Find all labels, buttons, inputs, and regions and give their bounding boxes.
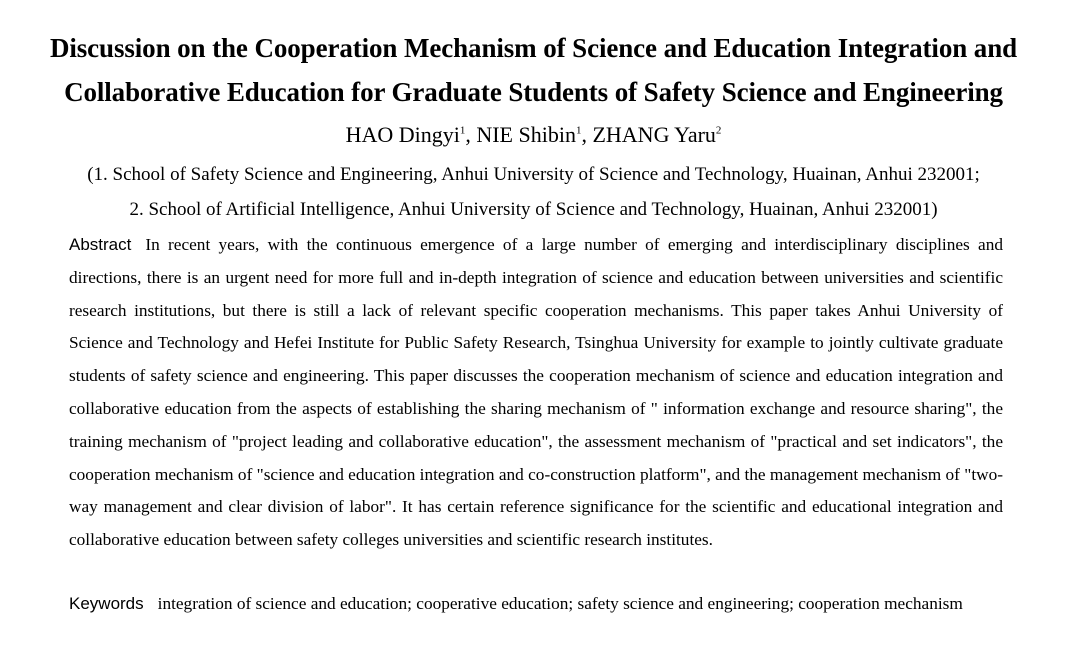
author-separator: , [581, 122, 593, 147]
affiliations [0, 157, 1067, 227]
author-affiliation-mark: 1 [575, 124, 582, 137]
author-affiliation-mark: 1 [459, 124, 466, 137]
abstract-label: Abstract [69, 235, 132, 254]
keywords [69, 588, 1003, 621]
author-name: NIE Shibin [476, 122, 576, 147]
author-separator: , [465, 122, 477, 147]
author [476, 122, 592, 147]
keywords-text: integration of science and education; cooperative education; safety science and engineering; cooperation mechanism [157, 594, 963, 613]
title-line-1: Discussion on the Cooperation Mechanism of Science and Education Integration and [49, 33, 1018, 63]
abstract [69, 229, 1003, 557]
abstract-text: In recent years, with the continuous emergence of a large number of emerging and interdisciplinary disciplines and directions, there is an urgent need for more full and in-depth integration of science and education between universities and scientific research institutions, but there is still a lack of relevant specific cooperation mechanisms. This paper takes Anhui University of Science and Technology and Hefei Institute for Public Safety Research, Tsinghua University for example to jointly cultivate graduate students of safety science and engineering. This paper discusses the cooperation mechanism of science and education integration and collaborative education from the aspects of establishing the sharing mechanism of " information exchange and resource sharing", the training mechanism of "project leading and collaborative education", the assessment mechanism of "practical and set indicators", the cooperation mechanism of "science and education integration and co-construction platform", and the management mechanism of "two-way management and clear division of labor". It has certain reference significance for the scientific and educational integration and collaborative education between safety colleges universities and scientific research institutes. [69, 235, 1003, 550]
affiliation-line-2: 2. School of Artificial Intelligence, Anhui University of Science and Technology, Huainan, Anhui 232001) [129, 199, 938, 220]
author-affiliation-mark: 2 [715, 124, 722, 137]
author-list [0, 119, 1067, 151]
paper-title [0, 26, 1067, 114]
title-line-2: Collaborative Education for Graduate Students of Safety Science and Engineering [64, 77, 1003, 107]
author-name: ZHANG Yaru [592, 122, 716, 147]
keywords-label: Keywords [69, 594, 144, 613]
author-name: HAO Dingyi [345, 122, 460, 147]
author [592, 122, 721, 147]
author [346, 122, 477, 147]
affiliation-line-1: (1. School of Safety Science and Engineering, Anhui University of Science and Technology, Huainan, Anhui 232001; [87, 164, 980, 185]
